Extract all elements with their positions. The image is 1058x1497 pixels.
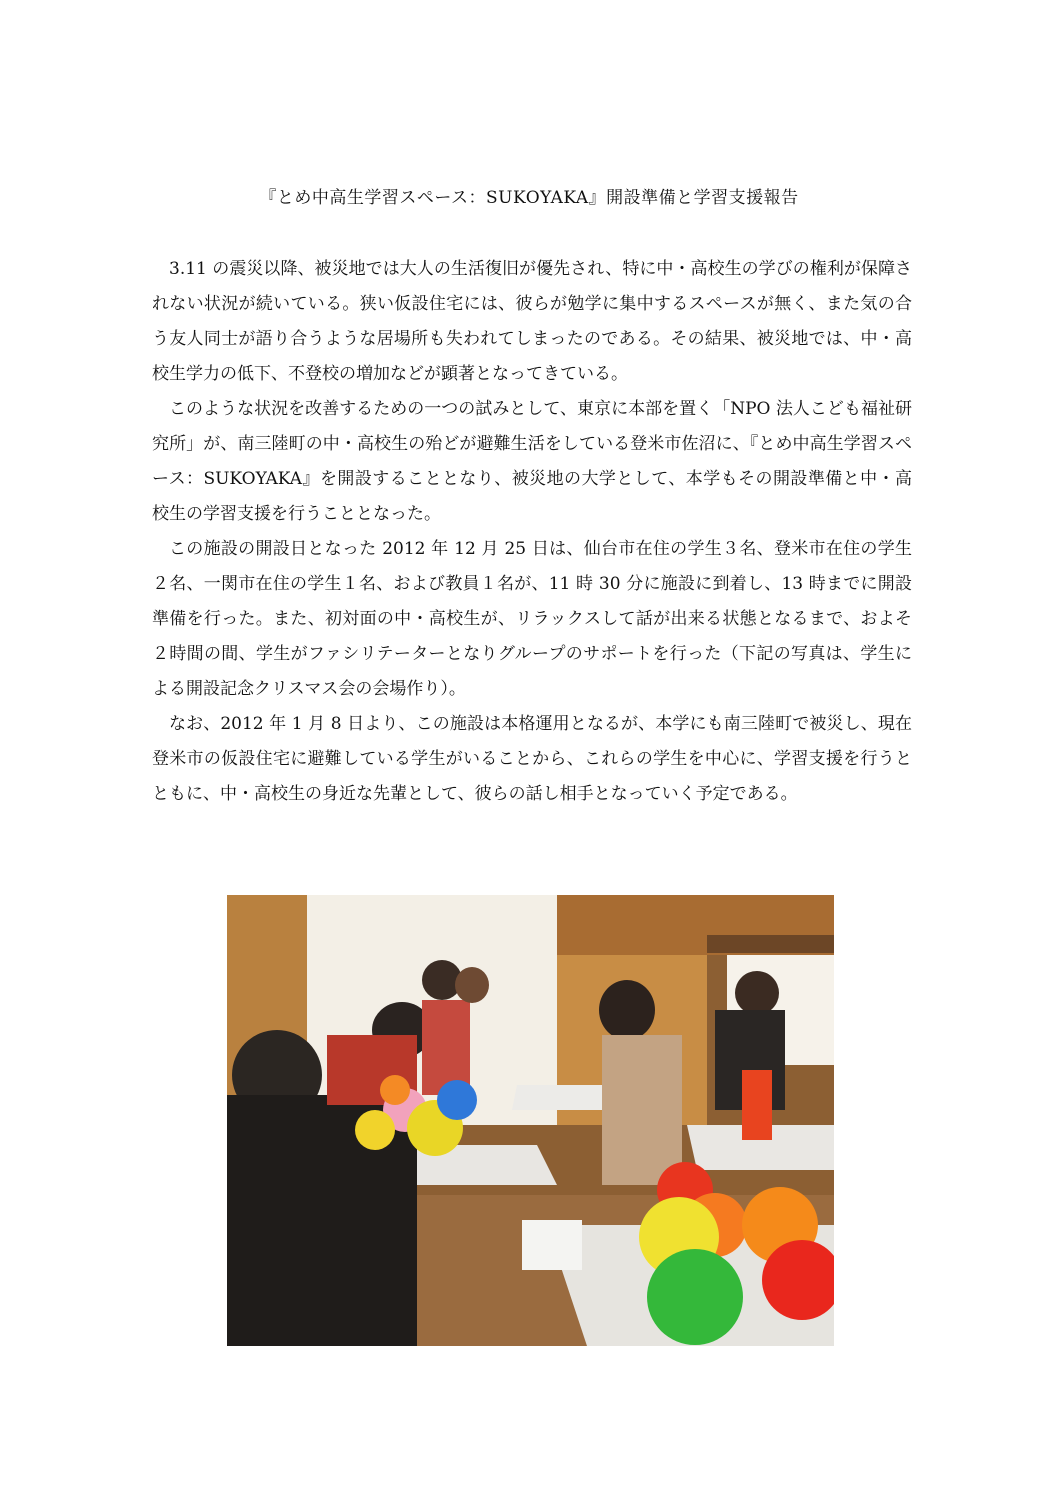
document-body bbox=[152, 252, 912, 812]
event-photo bbox=[227, 895, 834, 1346]
document-title: 『とめ中高生学習スペース：SUKOYAKA』開設準備と学習支援報告 bbox=[259, 188, 799, 208]
paragraph-2: このような状況を改善するための一つの試みとして、東京に本部を置く「NPO 法人こども福祉研究所」が、南三陸町の中・高校生の殆どが避難生活をしている登米市佐沼に、『とめ中高生学習スペース：SUKOYAKA』を開設することとなり、被災地の大学として、本学もその開設準備と中・高校生の学習支援を行うこととなった。 bbox=[152, 399, 912, 524]
paragraph-4: なお、2012 年 1 月 8 日より、この施設は本格運用となるが、本学にも南三陸町で被災し、現在登米市の仮設住宅に避難している学生がいることから、これらの学生を中心に、学習支援を行うとともに、中・高校生の身近な先輩として、彼らの話し相手となっていく予定である。 bbox=[152, 714, 912, 804]
photo-illustration bbox=[227, 895, 834, 1346]
paragraph-3: この施設の開設日となった 2012 年 12 月 25 日は、仙台市在住の学生３名、登米市在住の学生２名、一関市在住の学生１名、および教員１名が、11 時 30 分に施設に到着し、13 時までに開設準備を行った。また、初対面の中・高校生が、リラックスして話が出来る状態となるまで、およそ２時間の間、学生がファシリテーターとなりグループのサポートを行った（下記の写真は、学生による開設記念クリスマス会の会場作り）。 bbox=[152, 539, 912, 699]
paragraph-1: 3.11 の震災以降、被災地では大人の生活復旧が優先され、特に中・高校生の学びの権利が保障されない状況が続いている。狭い仮設住宅には、彼らが勉学に集中するスペースが無く、また気の合う友人同士が語り合うような居場所も失われてしまったのである。その結果、被災地では、中・高校生学力の低下、不登校の増加などが顕著となってきている。 bbox=[152, 259, 912, 384]
